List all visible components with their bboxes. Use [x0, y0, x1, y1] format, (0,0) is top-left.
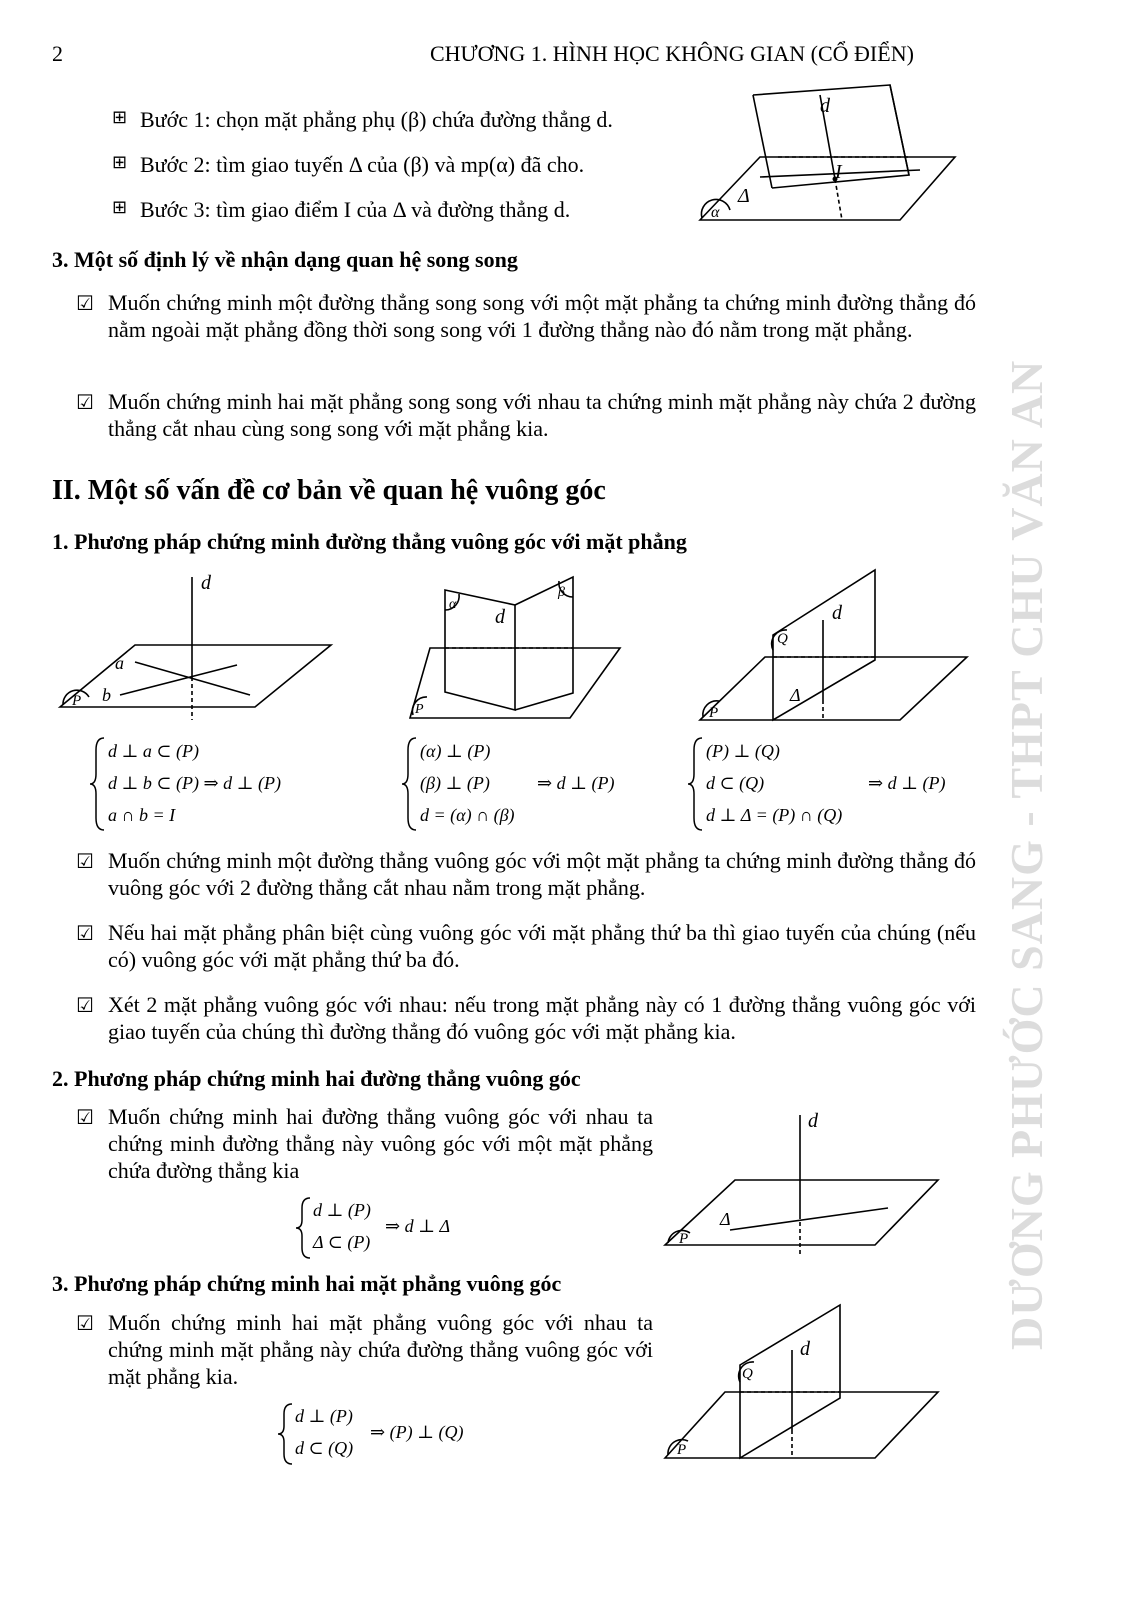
watermark: DƯƠNG PHƯỚC SANG - THPT CHU VĂN AN: [1001, 359, 1052, 1350]
section-3-item-2: Muốn chứng minh hai mặt phẳng song song với nhau ta chứng minh mặt phẳng này chứa 2 đường thẳng cắt nhau cùng song song với mặt phẳng kia.: [108, 389, 976, 441]
figure-perp-planes-line: [695, 565, 975, 725]
sub-2-title: 2. Phương pháp chứng minh hai đường thẳng vuông góc: [52, 1066, 581, 1091]
checkbox-icon: ☑: [76, 291, 94, 315]
system-4-implication: ⇒ d ⊥ Δ: [385, 1216, 451, 1236]
checkbox-icon: ☑: [76, 1105, 94, 1129]
figure-line-perp-plane-two-lines: [55, 565, 340, 725]
label-a: a: [115, 653, 124, 673]
system-3-line-1: (P) ⊥ (Q): [706, 741, 780, 761]
label-alpha: α: [711, 204, 720, 221]
system-3-implication: ⇒ d ⊥ (P): [868, 773, 946, 793]
system-5-line-2: d ⊂ (Q): [295, 1438, 354, 1458]
chapter-header: CHƯƠNG 1. HÌNH HỌC KHÔNG GIAN (CỔ ĐIỂN): [430, 41, 914, 66]
boxed-plus-icon: ⊞: [112, 197, 128, 218]
sub-2-item: Muốn chứng minh hai đường thẳng vuông góc với nhau ta chứng minh đường thẳng này vuông góc với một mặt phẳng chứa đường thẳng kia: [108, 1104, 653, 1183]
label-P: P: [679, 1231, 689, 1247]
boxed-plus-icon: ⊞: [112, 152, 128, 173]
page-number: 2: [52, 41, 63, 66]
label-d: d: [820, 95, 830, 117]
step-1: Bước 1: chọn mặt phẳng phụ (β) chứa đường thẳng d.: [140, 107, 613, 132]
system-3-line-3: d ⊥ Δ = (P) ∩ (Q): [706, 805, 843, 825]
label-beta: β: [558, 585, 565, 600]
sub-1-item-1: Muốn chứng minh một đường thẳng vuông góc với một mặt phẳng ta chứng minh đường thẳng đó vuông góc với 2 đường thẳng cắt nhau nằm trong mặt phẳng.: [108, 848, 976, 900]
sub-1-title: 1. Phương pháp chứng minh đường thẳng vuông góc với mặt phẳng: [52, 529, 687, 554]
label-I: I: [835, 161, 842, 183]
checkbox-icon: ☑: [76, 849, 94, 873]
figure-line-plane-intersection: [690, 80, 960, 230]
label-alpha: α: [449, 597, 457, 612]
checkbox-icon: ☑: [76, 1311, 94, 1335]
label-d: d: [495, 606, 505, 628]
left-brace-icon: [686, 736, 706, 832]
part-2-title: II. Một số vấn đề cơ bản về quan hệ vuông góc: [52, 475, 606, 506]
checkbox-icon: ☑: [76, 390, 94, 414]
system-2-line-1: (α) ⊥ (P): [420, 741, 491, 761]
section-3-item-1: Muốn chứng minh một đường thẳng song song với một mặt phẳng ta chứng minh đường thẳng đó nằm ngoài mặt phẳng đồng thời song song với 1 đường thẳng nào đó nằm trong mặt phẳng.: [108, 290, 976, 342]
system-5-implication: ⇒ (P) ⊥ (Q): [370, 1422, 464, 1442]
system-1-line-2: d ⊥ b ⊂ (P) ⇒ d ⊥ (P): [108, 773, 281, 793]
sub-1-item-2: Nếu hai mặt phẳng phân biệt cùng vuông góc với mặt phẳng thứ ba thì giao tuyến của chúng (nếu có) vuông góc với mặt phẳng thứ ba đó.: [108, 920, 976, 972]
system-3-line-2: d ⊂ (Q): [706, 773, 765, 793]
label-d: d: [800, 1338, 810, 1360]
label-P: P: [415, 702, 424, 717]
system-4-line-1: d ⊥ (P): [313, 1200, 371, 1220]
sub-1-item-3: Xét 2 mặt phẳng vuông góc với nhau: nếu trong mặt phẳng này có 1 đường thẳng vuông góc với giao tuyến của chúng thì đường thẳng đó vuông góc với mặt phẳng kia.: [108, 992, 976, 1044]
label-Q: Q: [742, 1366, 753, 1382]
left-brace-icon: [276, 1402, 296, 1466]
label-d: d: [808, 1110, 818, 1132]
system-4-line-2: Δ ⊂ (P): [313, 1232, 371, 1252]
sub-3-title: 3. Phương pháp chứng minh hai mặt phẳng vuông góc: [52, 1271, 562, 1296]
label-delta: Δ: [738, 185, 750, 207]
system-2-implication: ⇒ d ⊥ (P): [537, 773, 615, 793]
step-2: Bước 2: tìm giao tuyến Δ của (β) và mp(α) đã cho.: [140, 152, 585, 177]
label-b: b: [102, 685, 111, 705]
label-Q: Q: [777, 631, 788, 647]
label-d: d: [832, 602, 842, 624]
system-2-line-2: (β) ⊥ (P): [420, 773, 490, 793]
system-1-line-3: a ∩ b = I: [108, 805, 176, 825]
figure-two-planes-perp: [405, 565, 625, 725]
step-3: Bước 3: tìm giao điểm I của Δ và đường thẳng d.: [140, 197, 571, 222]
label-delta: Δ: [720, 1209, 731, 1229]
label-d: d: [201, 572, 211, 594]
label-P: P: [709, 705, 719, 721]
left-brace-icon: [294, 1196, 314, 1260]
section-3-title: 3. Một số định lý về nhận dạng quan hệ song song: [52, 247, 518, 272]
system-2-line-3: d = (α) ∩ (β): [420, 805, 515, 825]
left-brace-icon: [400, 736, 420, 832]
checkbox-icon: ☑: [76, 921, 94, 945]
label-P: P: [72, 693, 82, 709]
system-1-line-1: d ⊥ a ⊂ (P): [108, 741, 199, 761]
checkbox-icon: ☑: [76, 993, 94, 1017]
system-5-line-1: d ⊥ (P): [295, 1406, 353, 1426]
label-P: P: [677, 1442, 687, 1458]
left-brace-icon: [88, 736, 108, 832]
figure-perp-lines: [660, 1105, 945, 1265]
figure-perp-planes: [660, 1300, 945, 1465]
boxed-plus-icon: ⊞: [112, 107, 128, 128]
sub-3-item: Muốn chứng minh hai mặt phẳng vuông góc với nhau ta chứng minh mặt phẳng này chứa đường thẳng vuông góc với mặt phẳng kia.: [108, 1310, 653, 1389]
label-delta: Δ: [790, 685, 801, 705]
